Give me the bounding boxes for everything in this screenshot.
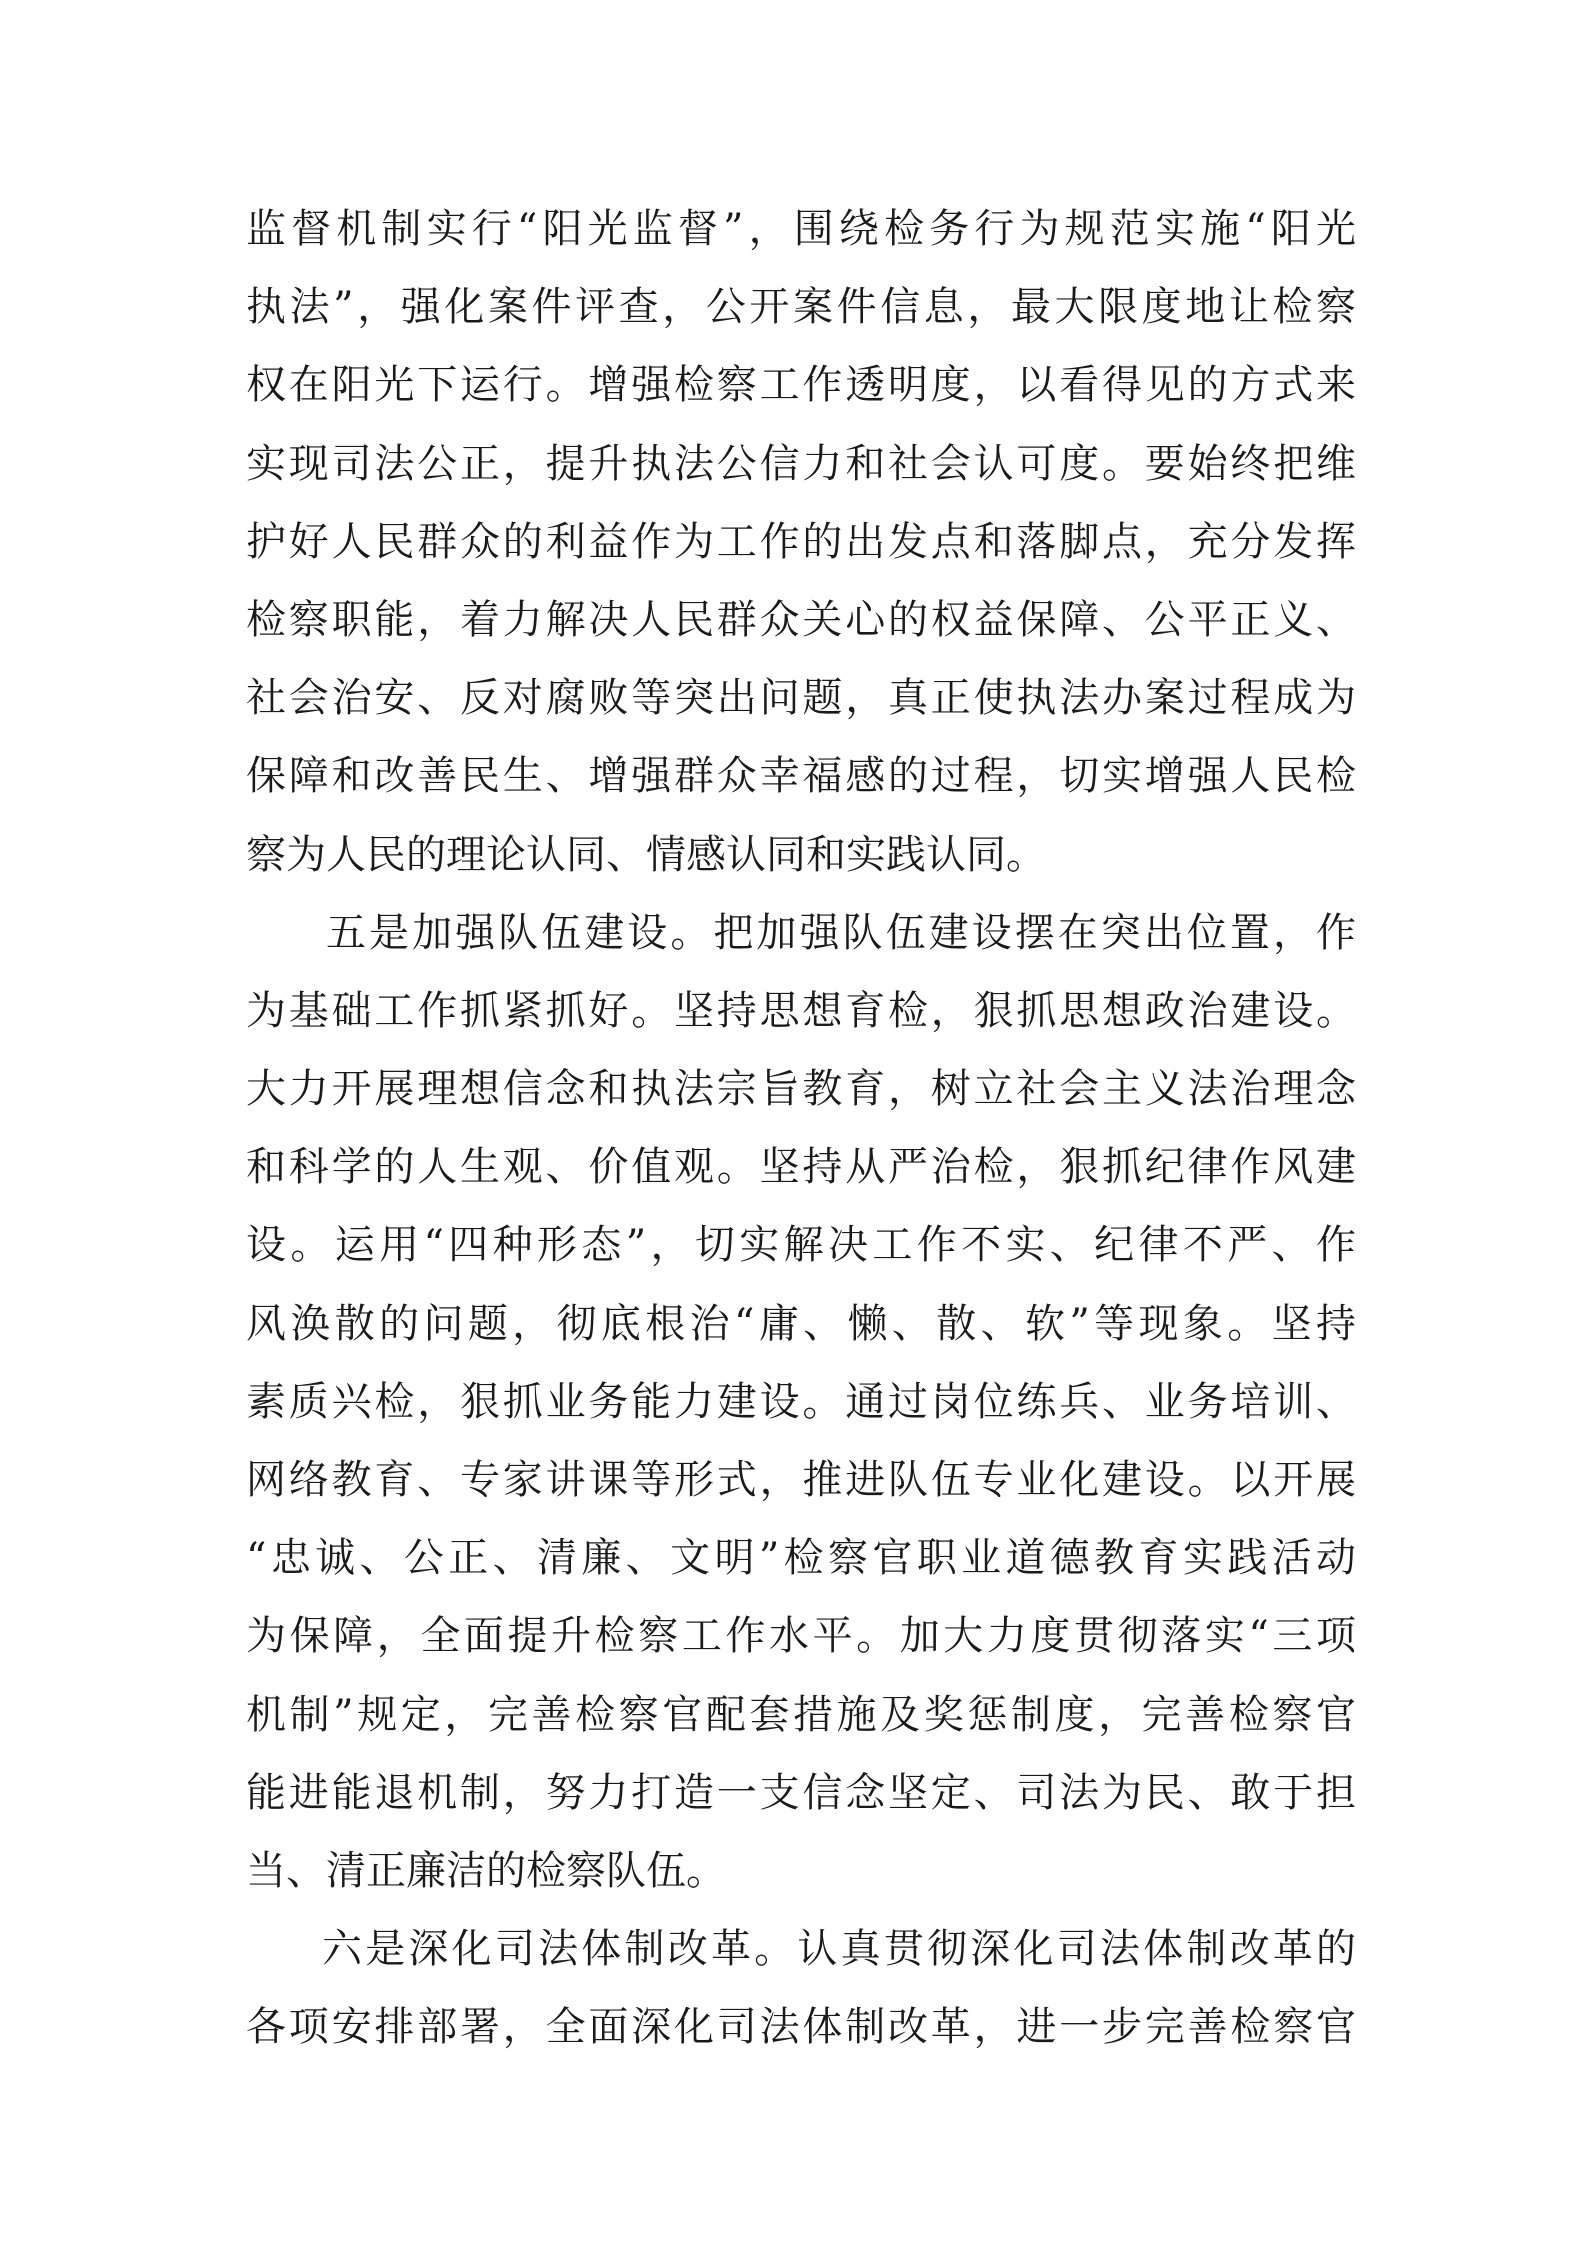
text-line: 权在阳光下运行。增强检察工作透明度，以看得见的方式来 — [246, 362, 1356, 409]
paragraph-2 — [246, 894, 1356, 1910]
text-line: 素质兴检，狠抓业务能力建设。通过岗位练兵、业务培训、 — [246, 1378, 1356, 1425]
text-line: 能进能退机制，努力打造一支信念坚定、司法为民、敢于担 — [246, 1769, 1356, 1816]
text-line: 和科学的人生观、价值观。坚持从严治检，狠抓纪律作风建 — [246, 1144, 1356, 1191]
paragraph-3 — [246, 1910, 1356, 2066]
text-line: 检察职能，着力解决人民群众关心的权益保障、公平正义、 — [246, 596, 1356, 643]
document-body — [246, 190, 1356, 2067]
text-line: 各项安排部署，全面深化司法体制改革，进一步完善检察官 — [246, 2004, 1356, 2051]
text-line: 机制”规定，完善检察官配套措施及奖惩制度，完善检察官 — [246, 1691, 1356, 1738]
text-line: 察为人民的理论认同、情感认同和实践认同。 — [246, 831, 1046, 878]
text-line: 大力开展理想信念和执法宗旨教育，树立社会主义法治理念 — [246, 1066, 1356, 1113]
text-line: “忠诚、公正、清廉、文明”检察官职业道德教育实践活动 — [246, 1535, 1356, 1582]
text-line: 设。运用“四种形态”，切实解决工作不实、纪律不严、作 — [246, 1222, 1356, 1269]
text-line: 五是加强队伍建设。把加强队伍建设摆在突出位置，作 — [326, 909, 1356, 956]
text-line: 当、清正廉洁的检察队伍。 — [246, 1847, 726, 1894]
text-line: 保障和改善民生、增强群众幸福感的过程，切实增强人民检 — [246, 753, 1356, 800]
text-line: 实现司法公正，提升执法公信力和社会认可度。要始终把维 — [246, 440, 1356, 487]
text-line: 风涣散的问题，彻底根治“庸、懒、散、软”等现象。坚持 — [246, 1300, 1356, 1347]
text-line: 网络教育、专家讲课等形式，推进队伍专业化建设。以开展 — [246, 1457, 1356, 1503]
text-line: 六是深化司法体制改革。认真贯彻深化司法体制改革的 — [322, 1926, 1356, 1973]
text-line: 为基础工作抓紧抓好。坚持思想育检，狠抓思想政治建设。 — [246, 987, 1356, 1034]
text-line: 监督机制实行“阳光监督”，围绕检务行为规范实施“阳光 — [246, 206, 1356, 252]
text-line: 护好人民群众的利益作为工作的出发点和落脚点，充分发挥 — [246, 518, 1356, 565]
text-line: 社会治安、反对腐败等突出问题，真正使执法办案过程成为 — [246, 675, 1356, 722]
paragraph-1 — [246, 190, 1356, 894]
text-line: 执法”，强化案件评查，公开案件信息，最大限度地让检察 — [246, 284, 1356, 331]
text-line: 为保障，全面提升检察工作水平。加大力度贯彻落实“三项 — [246, 1613, 1356, 1660]
